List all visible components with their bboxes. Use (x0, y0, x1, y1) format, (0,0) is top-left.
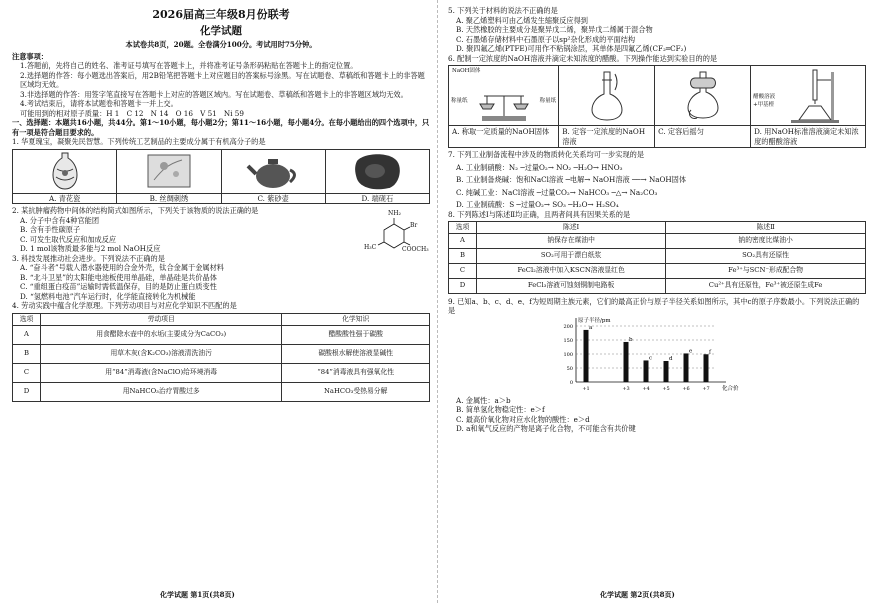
q6-image-row (448, 65, 866, 148)
porcelain-vase-image (13, 150, 116, 194)
q6-option-d: 醋酸溶液 +甲基橙 D. 用NaOH标准溶液滴定未知浓度的醋酸溶液 (751, 66, 865, 147)
exam-info: 本试卷共8页，20题。全卷满分100分。考试用时75分钟。 (125, 40, 317, 50)
bar-e (684, 353, 689, 382)
q4-header-knowledge: 化学知识 (282, 313, 430, 325)
y-axis-label: 原子半径/pm (578, 317, 611, 324)
right-column (448, 6, 866, 434)
table-row: B SO₂可用于漂白纸浆 SO₂具有还原性 (449, 248, 866, 263)
q8-stem: 8. 下列陈述Ⅰ与陈述Ⅱ均正确，且两者间具有因果关系的是 (448, 209, 631, 219)
q4-table (12, 313, 430, 402)
bar-label-b: b (629, 336, 633, 343)
q7-option-c: C. 纯碱工业：NaCl溶液 ─过量CO₂→ NaHCO₃ ─△→ Na₂CO₃ (456, 187, 658, 197)
q4-header-option: 选项 (13, 313, 41, 325)
y-tick-label: 50 (566, 365, 573, 372)
x-tick-label: +7 (702, 385, 710, 392)
q5-option-d: D. 聚四氟乙烯(PTFE)可用作不粘锅涂层，其单体是四氟乙烯(CF₂═CF₂) (456, 44, 687, 53)
q6-stem: 6. 配制一定浓度的NaOH溶液并滴定未知浓度的醋酸。下列操作能达到实验目的的是 (448, 53, 718, 63)
q1-option-c: C. 紫砂壶 (222, 150, 326, 204)
q4-stem: 4. 劳动实践中蕴含化学原理。下列劳动项目与对应化学知识不匹配的是 (12, 301, 237, 311)
q2-option-d: D. 1 mol该物质最多能与2 mol NaOH反应 (20, 244, 161, 254)
bar-label-c: c (649, 355, 653, 362)
q2-structure-diagram (364, 210, 430, 260)
q8-table (448, 221, 866, 294)
balance-image: NaOH固体 称量纸 称量纸 (449, 66, 558, 126)
q4-header-labor: 劳动项目 (41, 313, 282, 325)
q7-option-b: B. 工业制备烧碱：饱和NaCl溶液 ─电解→ NaOH溶液 ──→ NaOH固体 (456, 175, 687, 184)
x-tick-label: +6 (682, 385, 690, 392)
table-row: A 用食醋除水壶中的水垢(主要成分为CaCO₃) 醋酸酸性强于碳酸 (13, 325, 430, 344)
bar-label-e: e (689, 348, 693, 355)
bar-f (704, 354, 709, 382)
q2-option-c: C. 可发生取代反应和加成反应 (20, 234, 117, 244)
radius-valence-chart (548, 316, 748, 396)
struct-h3c: H₃C (364, 244, 377, 252)
q9-option-a: A. 金属性：a＞b (456, 395, 511, 405)
q3-option-b: B. “北斗卫星”的太阳能电池板使用单晶硅，单晶硅是共价晶体 (20, 272, 217, 282)
notes-label: 注意事项： (12, 51, 48, 61)
x-tick-label: +5 (662, 385, 670, 392)
table-row: D 用NaHCO₃治疗胃酸过多 NaHCO₃受热易分解 (13, 382, 430, 401)
table-row: D FeCl₃溶液可蚀刻铜制电路板 Cu²⁺具有还原性，Fe³⁺被还原生成Fe (449, 278, 866, 293)
q2-option-b: B. 含有手性碳原子 (20, 225, 81, 235)
inkstone-image (326, 150, 429, 194)
q9-option-d: D. a和氧气反应的产物是离子化合物，不可能含有共价键 (456, 424, 636, 434)
bar-label-a: a (589, 324, 593, 331)
q6-option-a: NaOH固体 称量纸 称量纸 A. 称取一定质量的NaOH固体 (449, 66, 559, 147)
x-tick-label: +1 (582, 385, 590, 392)
q3-option-a: A. “奋斗者”号载人潜水器使用的合金外壳，钛合金属于金属材料 (20, 263, 224, 273)
note-3: 3.非选择题的作答：用签字笔直接写在答题卡上对应的答题区域内。写在试题卷、草稿纸和答题卡上的非答题区域均无效。 (20, 89, 408, 99)
struct-cooch3: COOCH₃ (402, 246, 429, 254)
q8-header-statement-1: 陈述Ⅰ (477, 222, 666, 234)
q8-header-statement-2: 陈述Ⅱ (666, 222, 866, 234)
footer-right: 化学试题 第2页(共8页) (600, 590, 675, 599)
q8-header-option: 选项 (449, 222, 477, 234)
y-tick-label: 100 (563, 351, 573, 358)
q9-option-b: B. 简单氢化物稳定性：e＞f (456, 405, 545, 415)
q5-stem: 5. 下列关于材料的说法不正确的是 (448, 6, 558, 15)
note-2: 2.选择题的作答：每小题选出答案后，用2B铅笔把答题卡上对应题目的答案标号涂黑。写在试题卷、草稿纸和答题卡上的非答题区域均无效。 (20, 70, 425, 90)
q5-option-a: A. 聚乙烯塑料可由乙烯发生缩聚反应得到 (456, 15, 588, 25)
q1-image-row (12, 149, 430, 205)
y-tick-label: 200 (563, 323, 573, 330)
bar-d (664, 361, 669, 382)
q6-option-c: C. 定容后摇匀 (655, 66, 751, 147)
section-1-heading: 一、选择题：本题共16小题，共44分。第1～10小题，每小题2分；第11～16小题，每小题4分。在每小题给出的四个选项中，只有一项是符合题目要求的。 (12, 118, 430, 137)
table-row: A 钠保存在煤油中 钠的密度比煤油小 (449, 233, 866, 248)
shaking-flask-image (655, 66, 750, 126)
q3-option-d: D. “氢燃料电池”汽车运行时，化学能直接转化为机械能 (20, 291, 196, 301)
left-column (12, 6, 430, 402)
q3-stem: 3. 科技发展推动社会进步。下列说法不正确的是 (12, 253, 165, 263)
q7-stem: 7. 下列工业制备流程中涉及的物质转化关系均可一步实现的是 (448, 150, 645, 159)
q2-block (12, 206, 430, 254)
silk-embroidery-image (117, 150, 220, 194)
q1-option-a: A. 青花瓷 (13, 150, 117, 204)
q1-stem: 1. 华夏瑰宝，凝聚先民智慧。下列传统工艺制品的主要成分属于有机高分子的是 (12, 137, 266, 147)
bar-c (644, 360, 649, 382)
y-tick-label: 0 (569, 379, 573, 386)
volumetric-flask-image (559, 66, 654, 126)
table-row: C 用“84”消毒液(含NaClO)给环境消毒 “84”消毒液具有强氧化性 (13, 363, 430, 382)
bar-label-d: d (669, 355, 673, 362)
q7-option-a: A. 工业制硝酸：N₂ ─过量O₂→ NO₂ ─H₂O→ HNO₃ (456, 162, 623, 172)
bar-a (584, 330, 589, 382)
note-4: 4.考试结束后，请将本试题卷和答题卡一并上交。 (20, 99, 178, 109)
y-tick-label: 150 (563, 337, 573, 344)
page-divider (437, 0, 438, 603)
bar-label-f: f (709, 349, 712, 356)
q2-option-a: A. 分子中含有4种官能团 (20, 215, 100, 225)
q5-option-c: C. 石墨烯存储材料中石墨原子以sp²杂化形成的平面结构 (456, 34, 636, 44)
teapot-image (222, 150, 325, 194)
x-tick-label: +3 (622, 385, 630, 392)
q7-option-d: D. 工业制硫酸：S ─过量O₂→ SO₃ ─H₂O→ H₂SO₄ (456, 200, 619, 209)
subject-title: 化学试题 (200, 24, 242, 37)
bar-b (624, 342, 629, 382)
x-tick-label: +4 (642, 385, 650, 392)
q9-chart-container (448, 316, 866, 396)
q1-option-d: D. 端砚石 (326, 150, 429, 204)
table-row: B 用草木灰(含K₂CO₃)溶液清洗油污 碳酸根水解使溶液显碱性 (13, 344, 430, 363)
exam-title: 2026届高三年级8月份联考 (152, 8, 290, 21)
q3-option-c: C. “重组蛋白疫苗”运输时需低温保存，目的是防止蛋白质变性 (20, 282, 217, 292)
struct-br: Br (410, 222, 418, 230)
note-1: 1.答题前，先将自己的姓名、准考证号填写在答题卡上，并将准考证号条形码粘贴在答题卡上的指定位置。 (20, 61, 358, 71)
atomic-masses: 可能用到的相对原子质量：H 1 C 12 N 14 O 16 V 51 Ni 59 (20, 108, 244, 118)
struct-nh2: NH₂ (388, 210, 401, 218)
table-row: C FeCl₂溶液中加入KSCN溶液显红色 Fe³⁺与SCN⁻形成配合物 (449, 263, 866, 278)
footer-left: 化学试题 第1页(共8页) (160, 590, 235, 599)
q5-option-b: B. 天然橡胶的主要成分是聚异戊二烯，聚异戊二烯属于混合物 (456, 25, 653, 34)
x-axis-label: 化合价 (722, 385, 739, 392)
q6-option-b: B. 定容一定浓度的NaOH溶液 (559, 66, 655, 147)
q9-stem: 9. 已知a、b、c、d、e、f为短周期主族元素，它们的最高正价与原子半径关系如图所示，其中c的原子序数最小。下列说法正确的是 (448, 296, 860, 316)
q9-option-c: C. 最高价氧化物对应水化物的酸性：e＞d (456, 414, 590, 424)
q1-option-b: B. 丝绸刺绣 (117, 150, 221, 204)
titration-image: 醋酸溶液 +甲基橙 (751, 66, 865, 126)
q2-stem: 2. 某抗肿瘤药物中间体的结构简式如图所示，下列关于该物质的说法正确的是 (12, 206, 259, 216)
